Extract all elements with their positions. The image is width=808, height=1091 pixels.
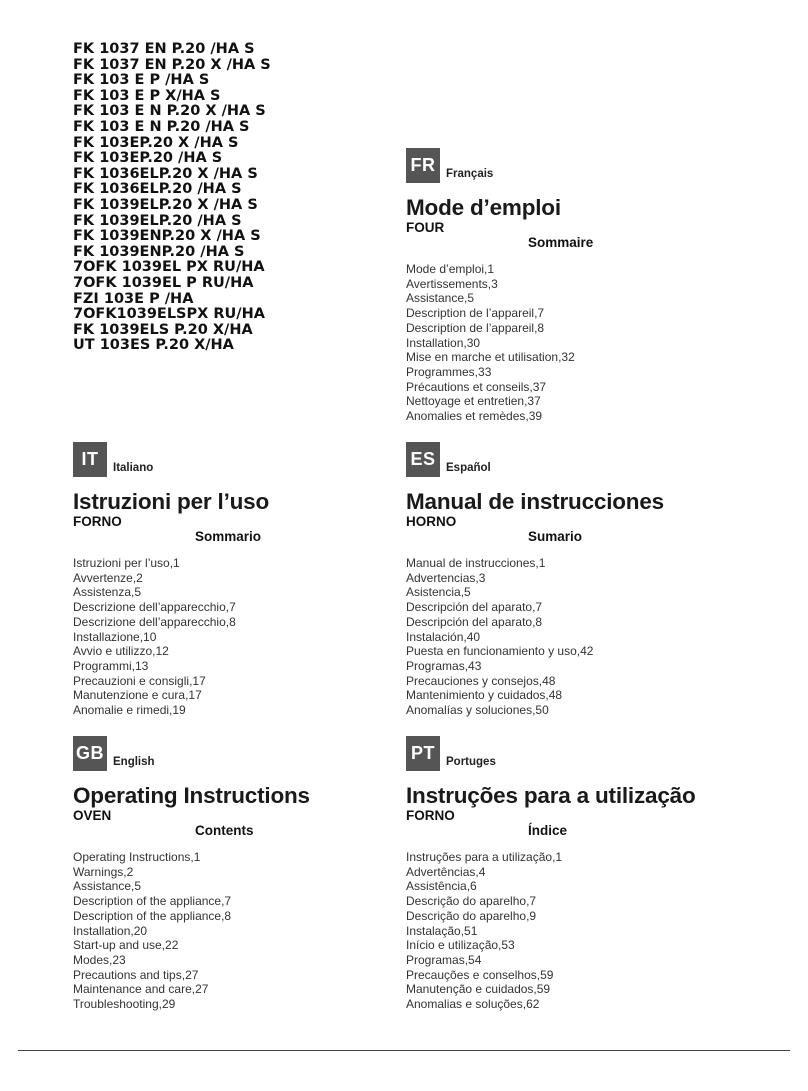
language-badge: GB	[73, 736, 107, 771]
toc-item: Precauções e conselhos,59	[406, 967, 554, 982]
toc-item: Advertencias,3	[406, 570, 486, 585]
toc-item: Assistance,5	[73, 879, 142, 894]
table-of-contents	[73, 556, 236, 718]
toc-item: Anomalías y soluciones,50	[406, 703, 549, 718]
section-title: Operating Instructions	[73, 783, 310, 808]
section-title: Manual de instrucciones	[406, 489, 664, 514]
model-number: FK 103EP.20 /HA S	[73, 150, 223, 167]
toc-item: Descrição do aparelho,7	[406, 894, 537, 909]
toc-item: Nettoyage et entretien,37	[406, 394, 541, 409]
model-number: FK 1037 EN P.20 /HA S	[73, 41, 255, 57]
language-name: Italiano	[113, 462, 154, 474]
toc-heading: Sommaire	[528, 235, 594, 250]
model-number: 7OFK 1039EL PX RU/HA	[73, 259, 265, 276]
toc-item: Programmes,33	[406, 364, 492, 379]
toc-item: Precauzioni e consigli,17	[73, 673, 206, 688]
toc-item: Mantenimiento y cuidados,48	[406, 688, 563, 703]
model-number: FK 103EP.20 X /HA S	[73, 134, 239, 151]
model-number: FK 103 E N P.20 X /HA S	[73, 103, 266, 120]
language-name: Français	[446, 168, 494, 180]
section-title: Istruzioni per l’uso	[73, 489, 270, 514]
table-of-contents	[406, 262, 575, 424]
section-title: Instruções para a utilização	[406, 783, 696, 808]
toc-item: Advertências,4	[406, 864, 486, 879]
toc-item: Descrição do aparelho,9	[406, 908, 537, 923]
toc-item: Programas,43	[406, 658, 482, 673]
toc-item: Description de l’appareil,8	[406, 320, 545, 335]
toc-item: Anomalies et remèdes,39	[406, 409, 543, 424]
toc-heading: Sommario	[195, 529, 262, 544]
toc-item: Descripción del aparato,7	[406, 600, 543, 615]
toc-item: Modes,23	[73, 952, 126, 967]
toc-item: Anomalias e soluções,62	[406, 997, 540, 1012]
toc-heading: Índice	[528, 823, 568, 838]
section-subtitle: OVEN	[73, 808, 112, 823]
model-number: FK 1039ENP.20 X /HA S	[73, 228, 261, 245]
section-subtitle: HORNO	[406, 514, 457, 529]
model-number: FK 1037 EN P.20 X /HA S	[73, 56, 271, 73]
toc-item: Manutenção e cuidados,59	[406, 982, 551, 997]
toc-item: Operating Instructions,1	[73, 850, 201, 864]
toc-item: Description de l’appareil,7	[406, 306, 545, 321]
toc-item: Description of the appliance,8	[73, 908, 232, 923]
toc-item: Manual de instrucciones,1	[406, 556, 546, 570]
toc-item: Mode d’emploi,1	[406, 262, 495, 276]
toc-item: Troubleshooting,29	[73, 997, 176, 1012]
toc-item: Précautions et conseils,37	[406, 379, 547, 394]
toc-item: Istruzioni per l’uso,1	[73, 556, 180, 570]
model-number: 7OFK1039ELSPX RU/HA	[73, 306, 265, 323]
toc-item: Instruções para a utilização,1	[406, 850, 563, 864]
model-number: FZI 103E P /HA	[73, 290, 194, 307]
toc-item: Anomalie e rimedi,19	[73, 703, 186, 718]
model-number: FK 103 E N P.20 /HA S	[73, 118, 250, 135]
toc-item: Avvertenze,2	[73, 570, 143, 585]
toc-heading: Sumario	[528, 529, 583, 544]
toc-item: Precautions and tips,27	[73, 967, 199, 982]
toc-item: Assistance,5	[406, 291, 475, 306]
section-subtitle: FORNO	[406, 808, 455, 823]
model-number: FK 1039ENP.20 /HA S	[73, 243, 245, 260]
toc-item: Descrizione dell’apparecchio,8	[73, 614, 236, 629]
model-number: 7OFK 1039EL P RU/HA	[73, 274, 254, 291]
toc-item: Instalación,40	[406, 629, 481, 644]
toc-heading: Contents	[195, 823, 254, 838]
section-title: Mode d’emploi	[406, 195, 561, 220]
toc-item: Assistenza,5	[73, 585, 142, 600]
toc-item: Warnings,2	[73, 864, 134, 879]
table-of-contents	[73, 850, 231, 1012]
model-number: FK 1036ELP.20 X /HA S	[73, 165, 258, 182]
toc-item: Avertissements,3	[406, 276, 498, 291]
language-name: Portuges	[446, 756, 496, 768]
model-number: FK 1039ELP.20 X /HA S	[73, 196, 258, 213]
toc-item: Start-up and use,22	[73, 938, 179, 953]
model-number: FK 103 E P /HA S	[73, 72, 210, 89]
toc-item: Precauciones y consejos,48	[406, 673, 556, 688]
toc-item: Puesta en funcionamiento y uso,42	[406, 644, 594, 659]
model-number: UT 103ES P.20 X/HA	[73, 337, 234, 354]
toc-item: Installation,30	[406, 335, 481, 350]
toc-item: Instalação,51	[406, 923, 478, 938]
table-of-contents	[406, 850, 562, 1012]
toc-item: Mise en marche et utilisation,32	[406, 350, 575, 365]
language-name: English	[113, 756, 155, 768]
toc-item: Descripción del aparato,8	[406, 614, 543, 629]
language-name: Español	[446, 462, 491, 474]
toc-item: Description of the appliance,7	[73, 894, 232, 909]
toc-item: Installazione,10	[73, 629, 157, 644]
language-badge: FR	[406, 148, 440, 183]
section-subtitle: FOUR	[406, 220, 445, 235]
toc-item: Asistencia,5	[406, 585, 471, 600]
language-badge: IT	[73, 442, 107, 477]
toc-item: Assistência,6	[406, 879, 477, 894]
language-badge: PT	[406, 736, 440, 771]
toc-item: Programmi,13	[73, 658, 149, 673]
model-number: FK 103 E P X/HA S	[73, 87, 221, 104]
toc-item: Maintenance and care,27	[73, 982, 209, 997]
model-number: FK 1036ELP.20 /HA S	[73, 181, 242, 198]
model-number: FK 1039ELS P.20 X/HA	[73, 321, 253, 338]
language-badge: ES	[406, 442, 440, 477]
toc-item: Installation,20	[73, 923, 148, 938]
model-number: FK 1039ELP.20 /HA S	[73, 212, 242, 229]
toc-item: Avvio e utilizzo,12	[73, 644, 169, 659]
toc-item: Manutenzione e cura,17	[73, 688, 202, 703]
toc-item: Descrizione dell’apparecchio,7	[73, 600, 236, 615]
table-of-contents	[406, 556, 593, 718]
model-list	[73, 42, 271, 354]
toc-item: Início e utilização,53	[406, 938, 515, 953]
toc-item: Programas,54	[406, 952, 482, 967]
section-subtitle: FORNO	[73, 514, 122, 529]
footer-divider	[18, 1050, 790, 1051]
